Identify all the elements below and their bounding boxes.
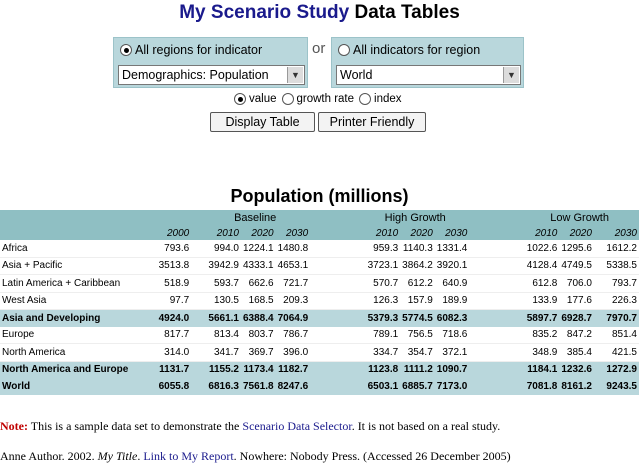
note-text-before: This is a sample data set to demonstrate the [27,419,243,433]
display-table-button[interactable]: Display Table [210,112,315,132]
data-cell: 1295.6 [559,240,594,257]
chevron-down-icon[interactable]: ▼ [503,67,519,83]
cell-spacer [310,344,361,362]
cell-base-2000: 1131.7 [130,361,191,378]
data-cell: 209.3 [276,292,311,310]
data-cell: 421.5 [594,344,639,362]
indicator-select[interactable] [118,65,305,85]
table-title: Population (millions) [230,186,409,206]
data-cell: 7561.8 [241,378,276,395]
cell-spacer [310,257,361,275]
data-cell: 1182.7 [276,361,311,378]
cell-spacer [469,327,520,344]
table-row [0,344,639,362]
data-cell: 1090.7 [435,361,470,378]
data-cell: 813.4 [200,327,241,344]
cell-spacer [310,240,361,257]
cell-spacer [191,310,200,327]
row-label: World [0,378,130,395]
metric-option-value[interactable] [234,93,277,105]
note-label: Note: [0,419,28,433]
year-header: 2010 [200,226,241,240]
radio-checked-icon[interactable] [234,93,246,105]
data-cell: 385.4 [559,344,594,362]
row-label: Asia and Developing [0,310,130,327]
cell-spacer [310,310,361,327]
data-cell: 851.4 [594,327,639,344]
data-cell: 369.7 [241,344,276,362]
data-cell: 334.7 [361,344,400,362]
data-cell: 756.5 [400,327,435,344]
data-cell: 994.0 [200,240,241,257]
cell-base-2000: 817.7 [130,327,191,344]
data-cell: 1272.9 [594,361,639,378]
data-cell: 789.1 [361,327,400,344]
data-cell: 706.0 [559,275,594,293]
data-cell: 8247.6 [276,378,311,395]
note-text-after: . It is not based on a real study. [351,419,501,433]
group-header-high-growth: High Growth [361,210,469,226]
data-cell: 1184.1 [520,361,559,378]
cell-spacer [469,344,520,362]
table-row [0,327,639,344]
table-row [0,275,639,293]
data-cell: 1173.4 [241,361,276,378]
data-cell: 1331.4 [435,240,470,257]
year-header: 2020 [400,226,435,240]
data-cell: 1232.6 [559,361,594,378]
data-cell: 721.7 [276,275,311,293]
cell-spacer [469,240,520,257]
row-label: Asia + Pacific [0,257,130,275]
data-cell: 7173.0 [435,378,470,395]
cell-spacer [191,292,200,310]
cell-spacer [191,327,200,344]
cell-base-2000: 793.6 [130,240,191,257]
table-row [0,257,639,275]
data-cell: 177.6 [559,292,594,310]
year-header: 2020 [559,226,594,240]
page-title [0,2,639,24]
year-header: 2010 [361,226,400,240]
data-cell: 803.7 [241,327,276,344]
cell-base-2000: 3513.8 [130,257,191,275]
header-cell-empty [310,210,361,226]
data-cell: 4653.1 [276,257,311,275]
data-cell: 1224.1 [241,240,276,257]
data-cell: 593.7 [200,275,241,293]
data-cell: 1140.3 [400,240,435,257]
data-cell: 348.9 [520,344,559,362]
cell-spacer [310,327,361,344]
metric-option-growth-rate[interactable] [282,93,355,105]
page-title-study: My Scenario Study [179,2,350,23]
citation [0,449,511,464]
data-cell: 130.5 [200,292,241,310]
year-header: 2030 [435,226,470,240]
cell-base-2000: 4924.0 [130,310,191,327]
cell-spacer [191,378,200,395]
indicator-select-value: Demographics: Population [122,68,269,82]
header-cell-empty [130,210,191,226]
data-cell: 6816.3 [200,378,241,395]
data-cell: 662.6 [241,275,276,293]
table-subtotal-row [0,361,639,378]
data-cell: 3942.9 [200,257,241,275]
radio-unchecked-icon[interactable] [282,93,294,105]
data-cell: 640.9 [435,275,470,293]
cell-spacer [469,257,520,275]
data-cell: 5661.1 [200,310,241,327]
report-link[interactable]: Link to My Report [143,449,234,463]
metric-option-index[interactable] [359,93,402,105]
data-cell: 5897.7 [520,310,559,327]
data-cell: 341.7 [200,344,241,362]
cell-spacer [469,292,520,310]
header-cell-empty [0,210,130,226]
data-cell: 226.3 [594,292,639,310]
data-cell: 570.7 [361,275,400,293]
citation-sep: . [137,449,144,463]
data-cell: 786.7 [276,327,311,344]
group-header-low-growth: Low Growth [520,210,639,226]
cell-base-2000: 314.0 [130,344,191,362]
row-label: North America and Europe [0,361,130,378]
scenario-selector-link[interactable]: Scenario Data Selector [242,419,352,433]
row-label: North America [0,344,130,362]
radio-checked-icon[interactable] [120,44,132,56]
cell-spacer [310,378,361,395]
indicator-panel [113,37,308,88]
group-header-baseline: Baseline [200,210,310,226]
cell-spacer [191,275,200,293]
row-label: Latin America + Caribbean [0,275,130,293]
data-cell: 959.3 [361,240,400,257]
printer-friendly-button[interactable]: Printer Friendly [318,112,426,132]
data-cell: 8161.2 [559,378,594,395]
row-label: Europe [0,327,130,344]
cell-spacer [469,310,520,327]
cell-spacer [191,344,200,362]
data-cell: 396.0 [276,344,311,362]
data-cell: 5379.3 [361,310,400,327]
metric-label-value: value [249,93,277,105]
metric-label-growth-rate: growth rate [296,93,355,105]
group-header-row [0,210,639,226]
data-cell: 1111.2 [400,361,435,378]
cell-base-2000: 518.9 [130,275,191,293]
all-regions-label: All regions for indicator [135,43,263,57]
data-cell: 3723.1 [361,257,400,275]
data-cell: 847.2 [559,327,594,344]
metric-radio-group [234,93,407,105]
cell-spacer [310,275,361,293]
region-select[interactable] [336,65,521,85]
data-cell: 126.3 [361,292,400,310]
table-subtotal-row [0,310,639,327]
page-title-rest: Data Tables [349,2,460,23]
cell-spacer [469,275,520,293]
citation-suffix: . Nowhere: Nobody Press. (Accessed 26 December 2005) [233,449,511,463]
year-header-base: 2000 [130,226,191,240]
cell-base-2000: 6055.8 [130,378,191,395]
data-cell: 168.5 [241,292,276,310]
data-cell: 4333.1 [241,257,276,275]
all-indicators-radio-option[interactable] [338,43,480,57]
row-label: Africa [0,240,130,257]
chevron-down-icon[interactable]: ▼ [287,67,303,83]
data-cell: 3864.2 [400,257,435,275]
radio-unchecked-icon[interactable] [359,93,371,105]
cell-base-2000: 97.7 [130,292,191,310]
data-cell: 5338.5 [594,257,639,275]
cell-spacer [310,361,361,378]
data-cell: 6885.7 [400,378,435,395]
data-cell: 354.7 [400,344,435,362]
data-cell: 793.7 [594,275,639,293]
year-header: 2030 [276,226,311,240]
data-cell: 1480.8 [276,240,311,257]
data-cell: 1155.2 [200,361,241,378]
or-label: or [312,40,326,57]
year-header: 2010 [520,226,559,240]
row-label: West Asia [0,292,130,310]
cell-spacer [469,378,520,395]
header-cell-empty [469,226,520,240]
data-table [0,210,639,395]
data-cell: 612.8 [520,275,559,293]
cell-spacer [191,361,200,378]
data-cell: 6928.7 [559,310,594,327]
header-cell-empty [310,226,361,240]
region-panel [331,37,524,88]
all-indicators-label: All indicators for region [353,43,481,57]
data-cell: 5774.5 [400,310,435,327]
data-cell: 1022.6 [520,240,559,257]
header-cell-empty [191,226,200,240]
cell-spacer [310,292,361,310]
region-select-value: World [340,68,373,82]
data-cell: 835.2 [520,327,559,344]
radio-unchecked-icon[interactable] [338,44,350,56]
data-cell: 4749.5 [559,257,594,275]
data-cell: 189.9 [435,292,470,310]
data-cell: 6082.3 [435,310,470,327]
header-cell-empty [191,210,200,226]
data-cell: 157.9 [400,292,435,310]
data-cell: 718.6 [435,327,470,344]
data-cell: 6388.4 [241,310,276,327]
table-row [0,240,639,257]
all-regions-radio-option[interactable] [120,43,262,57]
data-cell: 133.9 [520,292,559,310]
header-cell-empty [0,226,130,240]
data-cell: 3920.1 [435,257,470,275]
year-header: 2030 [594,226,639,240]
cell-spacer [469,361,520,378]
year-header: 2020 [241,226,276,240]
data-cell: 6503.1 [361,378,400,395]
data-cell: 4128.4 [520,257,559,275]
citation-prefix: Anne Author. 2002. [0,449,98,463]
header-cell-empty [469,210,520,226]
cell-spacer [191,240,200,257]
data-cell: 1612.2 [594,240,639,257]
table-row [0,292,639,310]
note-text [0,419,500,434]
table-subtotal-row [0,378,639,395]
data-cell: 1123.8 [361,361,400,378]
data-cell: 372.1 [435,344,470,362]
data-cell: 7081.8 [520,378,559,395]
year-header-row [0,226,639,240]
data-cell: 7064.9 [276,310,311,327]
data-cell: 7970.7 [594,310,639,327]
cell-spacer [191,257,200,275]
data-cell: 9243.5 [594,378,639,395]
metric-label-index: index [374,93,402,105]
data-cell: 612.2 [400,275,435,293]
citation-title: My Title [97,449,138,463]
